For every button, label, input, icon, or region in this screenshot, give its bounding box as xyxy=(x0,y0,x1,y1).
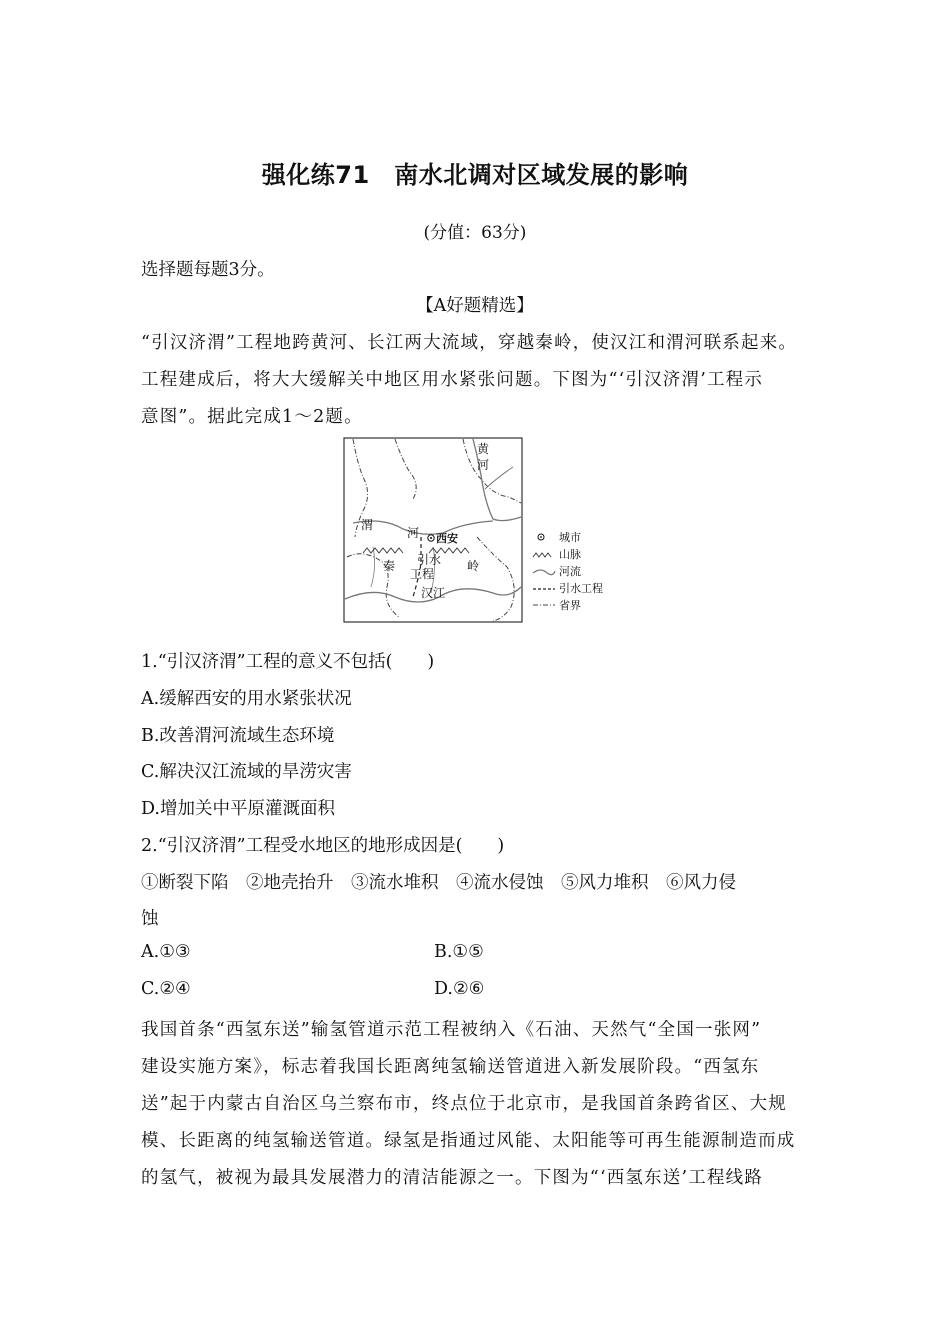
q2-items-cont: 蚀 xyxy=(141,909,159,929)
label-ling: 岭 xyxy=(467,559,480,573)
map-legend xyxy=(533,531,603,612)
legend-mountain-icon xyxy=(533,553,551,557)
passage1-line: 工程建成后，将大大缓解关中地区用水紧张问题。下图为“‘引汉济渭’工程示 xyxy=(141,370,764,390)
passage2-line: 模、长距离的纯氢输送管道。绿氢是指通过风能、太阳能等可再生能源制造而成 xyxy=(141,1131,796,1151)
passage2-line: 建设实施方案》，标志着我国长距离纯氢输送管道进入新发展阶段。“西氢东 xyxy=(141,1057,760,1077)
q2-option-d: D.②⑥ xyxy=(434,979,485,999)
label-hanjiang: 汉江 xyxy=(421,586,446,600)
legend-border: 省界 xyxy=(559,599,581,612)
q1-option-c: C.解决汉江流域的旱涝灾害 xyxy=(141,762,352,782)
legend-mountain: 山脉 xyxy=(559,548,581,561)
q2-stem: 2.“引汉济渭”工程受水地区的地形成因是( ) xyxy=(141,836,505,856)
label-he1: 河 xyxy=(477,458,490,472)
label-yinshui: 引水 xyxy=(417,553,442,567)
score-note: (分值：63分) xyxy=(423,223,527,243)
q2-option-b: B.①⑤ xyxy=(434,942,484,962)
q2-option-a: A.①③ xyxy=(141,942,191,962)
q2-option-c: C.②④ xyxy=(141,979,191,999)
legend-river-icon xyxy=(533,570,555,575)
q1-option-d: D.增加关中平原灌溉面积 xyxy=(141,799,335,819)
passage2-line: 送”起于内蒙古自治区乌兰察布市，终点位于北京市，是我国首条跨省区、大规 xyxy=(141,1094,787,1114)
q2-items: ①断裂下陷 ②地壳抬升 ③流水堆积 ④流水侵蚀 ⑤风力堆积 ⑥风力侵 xyxy=(141,873,736,893)
legend-city: 城市 xyxy=(559,531,581,544)
passage2-line: 的氢气，被视为最具发展潜力的清洁能源之一。下图为“‘西氢东送’工程线路 xyxy=(141,1168,764,1188)
section-heading: 【A好题精选】 xyxy=(416,296,534,316)
label-he2: 河 xyxy=(407,526,420,540)
instruction: 选择题每题3分。 xyxy=(141,260,275,280)
label-qin: 秦 xyxy=(383,559,396,573)
label-xian: 西安 xyxy=(436,532,458,545)
legend-project: 引水工程 xyxy=(559,582,603,595)
q1-stem: 1.“引汉济渭”工程的意义不包括( ) xyxy=(141,652,435,672)
page-title: 强化练71 南水北调对区域发展的影响 xyxy=(261,161,689,189)
legend-river: 河流 xyxy=(559,565,581,578)
yinhan-jiwei-map xyxy=(343,437,615,623)
label-gongcheng: 工程 xyxy=(410,567,435,581)
label-huang: 黄 xyxy=(477,442,490,456)
passage1-line: 意图”。据此完成1～2题。 xyxy=(141,407,363,427)
passage1-line: “引汉济渭”工程地跨黄河、长江两大流域，穿越秦岭，使汉江和渭河联系起来。 xyxy=(141,333,798,353)
q1-option-a: A.缓解西安的用水紧张状况 xyxy=(141,689,352,709)
passage2-line: 我国首条“西氢东送”输氢管道示范工程被纳入《石油、天然气“全国一张网” xyxy=(141,1020,762,1040)
label-wei: 渭 xyxy=(361,518,374,532)
q1-option-b: B.改善渭河流域生态环境 xyxy=(141,726,335,746)
